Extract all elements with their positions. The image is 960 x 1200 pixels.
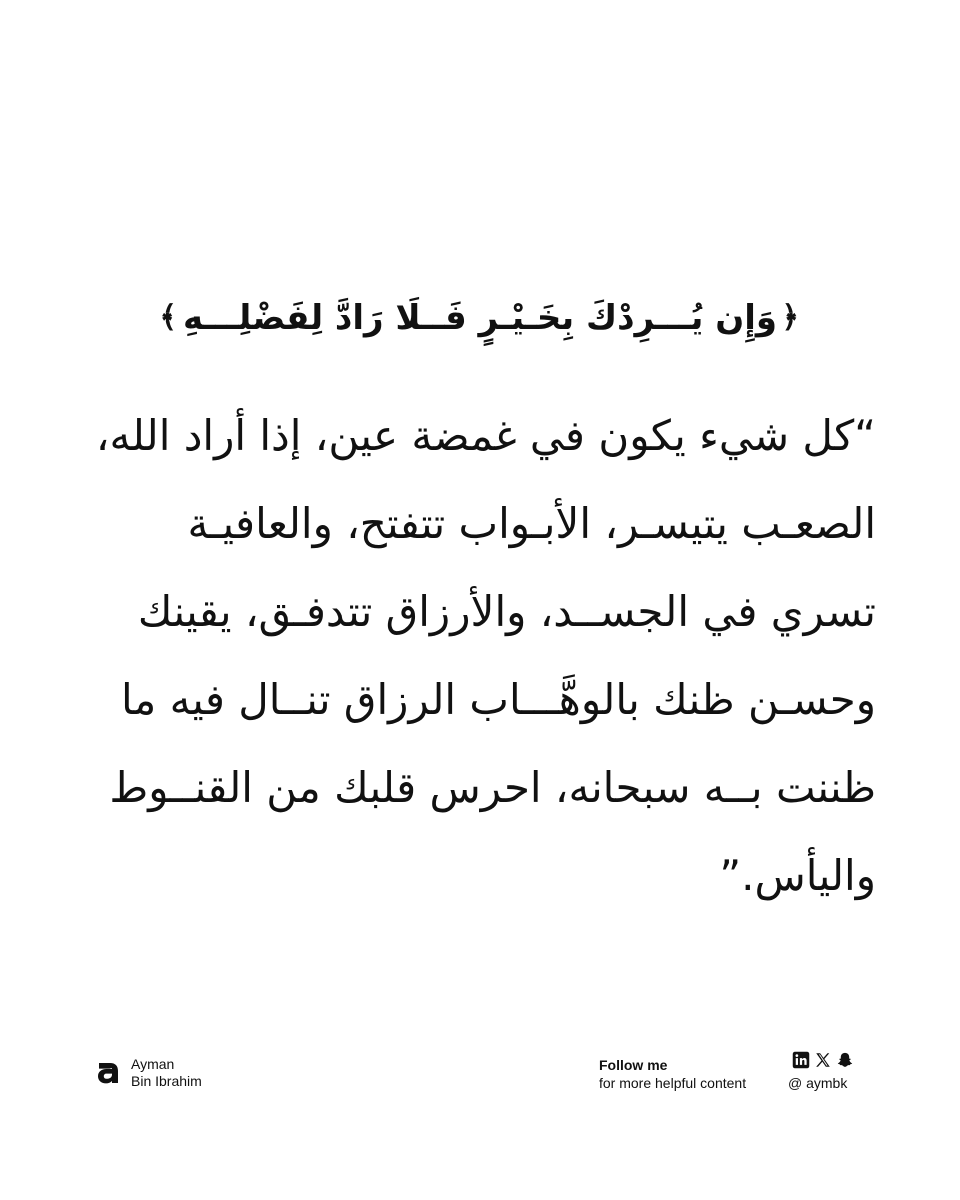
x-icon[interactable] bbox=[814, 1051, 832, 1069]
quote-block bbox=[76, 392, 876, 920]
quote-line: “كل شيء يكون في غمضة عين، إذا أراد الله، bbox=[95, 411, 876, 460]
brand bbox=[95, 1056, 202, 1090]
brand-first-name: Ayman bbox=[131, 1056, 175, 1072]
quote-line: واليأس.” bbox=[719, 851, 876, 900]
quote-line: ظننت بــه سبحانه، احرس قلبك من القنــوط bbox=[109, 763, 876, 812]
social-handle[interactable]: @ aymbk bbox=[788, 1075, 848, 1091]
ornate-bracket-open: ﴿ bbox=[781, 300, 800, 335]
quote-line: وحسـن ظنك بالوهَّـــاب الرزاق تنــال فيه ما bbox=[121, 675, 876, 724]
brand-last-name: Bin Ibrahim bbox=[131, 1073, 202, 1089]
ornate-bracket-close: ﴾ bbox=[159, 300, 177, 335]
snapchat-icon[interactable] bbox=[836, 1051, 854, 1069]
linkedin-icon[interactable] bbox=[792, 1051, 810, 1069]
brand-name bbox=[131, 1056, 202, 1090]
follow-title: Follow me bbox=[599, 1057, 668, 1073]
verse-banner bbox=[80, 278, 880, 358]
follow-subtitle: for more helpful content bbox=[599, 1075, 747, 1091]
quote-line: الصعـب يتيسـر، الأبـواب تتفتح، والعافيـة bbox=[187, 499, 876, 548]
social-links bbox=[788, 1050, 868, 1092]
quote-line: تسري في الجســد، والأرزاق تتدفـق، يقينك bbox=[137, 587, 876, 636]
follow-cta bbox=[599, 1056, 746, 1092]
social-icon-row bbox=[788, 1050, 868, 1070]
brand-a-logo-icon bbox=[95, 1060, 121, 1086]
footer bbox=[95, 1050, 868, 1100]
quran-verse: وَإِن يُـــرِدْكَ بِخَـيْـرٍ فَــلَا رَادَّ لِفَضْلِـــهِ bbox=[182, 298, 778, 338]
